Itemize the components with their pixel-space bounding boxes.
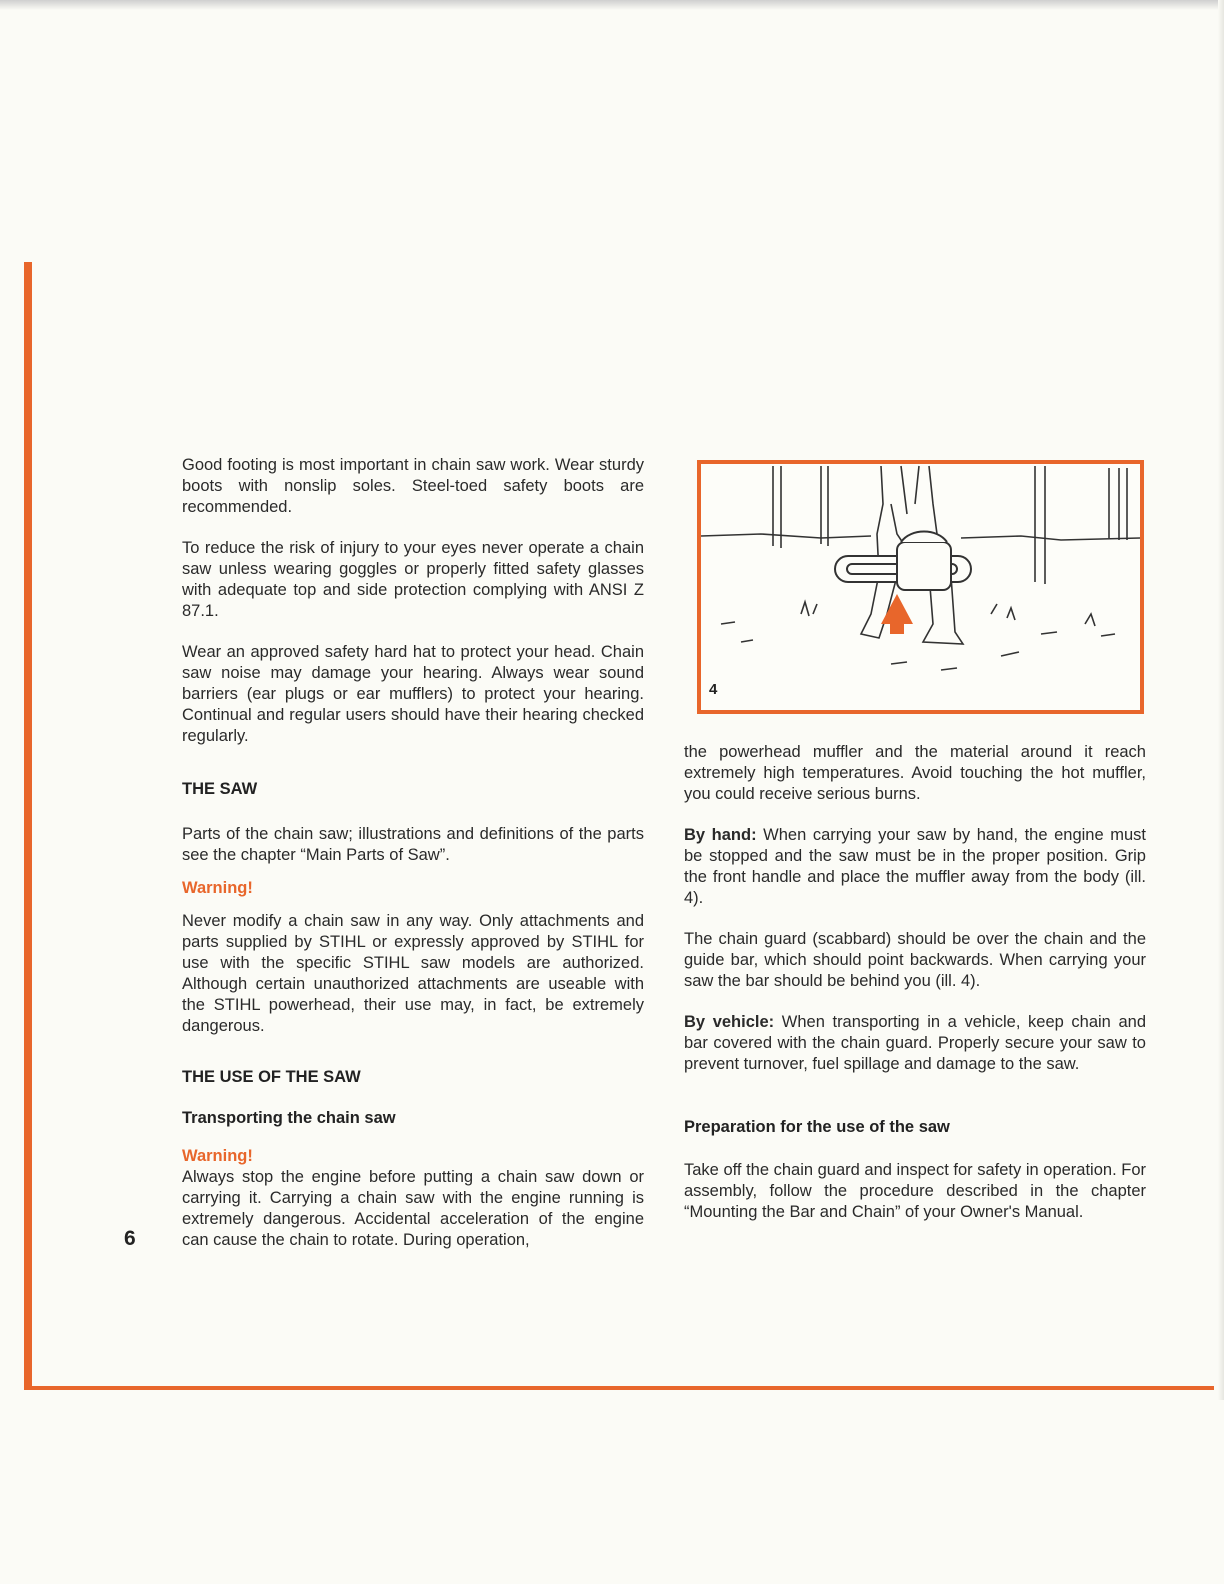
paragraph-by-vehicle [684, 1012, 1146, 1075]
scan-top-edge [0, 0, 1224, 10]
figure-number: 4 [709, 681, 718, 698]
paragraph-muffler: the powerhead muffler and the material around it reach extremely high temperatures. Avoid touching the hot muffler, you could receive serious burns. [684, 743, 1146, 803]
paragraph-head-hearing: Wear an approved safety hard hat to protect your head. Chain saw noise may damage your hearing. Always wear sound barriers (ear plugs or ear mufflers) to protect your hearing. Continual and regular users should have their hearing checked regularly. [182, 643, 644, 745]
heading-the-saw: THE SAW [182, 780, 258, 798]
paragraph-chain-guard: The chain guard (scabbard) should be over the chain and the guide bar, which should point backwards. When carrying your saw the bar should be behind you (ill. 4). [684, 930, 1146, 990]
paragraph-by-hand [684, 825, 1146, 909]
illustration-4 [697, 460, 1144, 714]
accent-bar-left [24, 262, 32, 1390]
paragraph-eye-protection: To reduce the risk of injury to your eyes never operate a chain saw unless wearing goggles or properly fitted safety glasses with adequate top and side protection complying with ANSI Z 87.1. [182, 539, 644, 620]
accent-bar-bottom [24, 1386, 1214, 1390]
paragraph-preparation: Take off the chain guard and inspect for safety in operation. For assembly, follow the procedure described in the chapter “Mounting the Bar and Chain” of your Owner's Manual. [684, 1161, 1146, 1221]
paragraph-parts: Parts of the chain saw; illustrations and definitions of the parts see the chapter “Main Parts of Saw”. [182, 825, 644, 864]
subheading-transporting: Transporting the chain saw [182, 1109, 396, 1127]
subheading-preparation: Preparation for the use of the saw [684, 1118, 950, 1136]
by-vehicle-label: By vehicle: [684, 1013, 775, 1031]
by-vehicle-text: When transporting in a vehicle, keep chain and bar covered with the chain guard. Properly secure your saw to prevent turnover, fuel spillage and damage to the saw. [684, 1013, 1146, 1073]
page-number: 6 [124, 1227, 136, 1250]
paragraph-never-modify: Never modify a chain saw in any way. Only attachments and parts supplied by STIHL or expressly approved by STIHL for use with the specific STIHL saw models are authorized. Although certain unauthorized attachments are useable with the STIHL powerhead, their use may, in fact, be extremely dangerous. [182, 912, 644, 1035]
scan-right-edge [1218, 0, 1224, 1400]
paragraph-footing: Good footing is most important in chain saw work. Wear sturdy boots with nonslip soles. Steel-toed safety boots are recommended. [182, 456, 644, 516]
by-hand-text: When carrying your saw by hand, the engine must be stopped and the saw must be in the proper position. Grip the front handle and place the muffler away from the body (ill. 4). [684, 826, 1146, 907]
carrying-saw-drawing [701, 464, 1140, 710]
warning-label-1: Warning! [182, 879, 253, 897]
by-hand-label: By hand: [684, 826, 757, 844]
right-column [684, 742, 1146, 1223]
left-column [182, 455, 644, 1251]
paragraph-stop-engine: Always stop the engine before putting a chain saw down or carrying it. Carrying a chain saw with the engine running is extremely dangerous. Accidental acceleration of the engine can cause the chain to rotate. During operation, [182, 1168, 644, 1249]
heading-use-of-saw: THE USE OF THE SAW [182, 1068, 361, 1086]
warning-label-2: Warning! [182, 1147, 253, 1165]
